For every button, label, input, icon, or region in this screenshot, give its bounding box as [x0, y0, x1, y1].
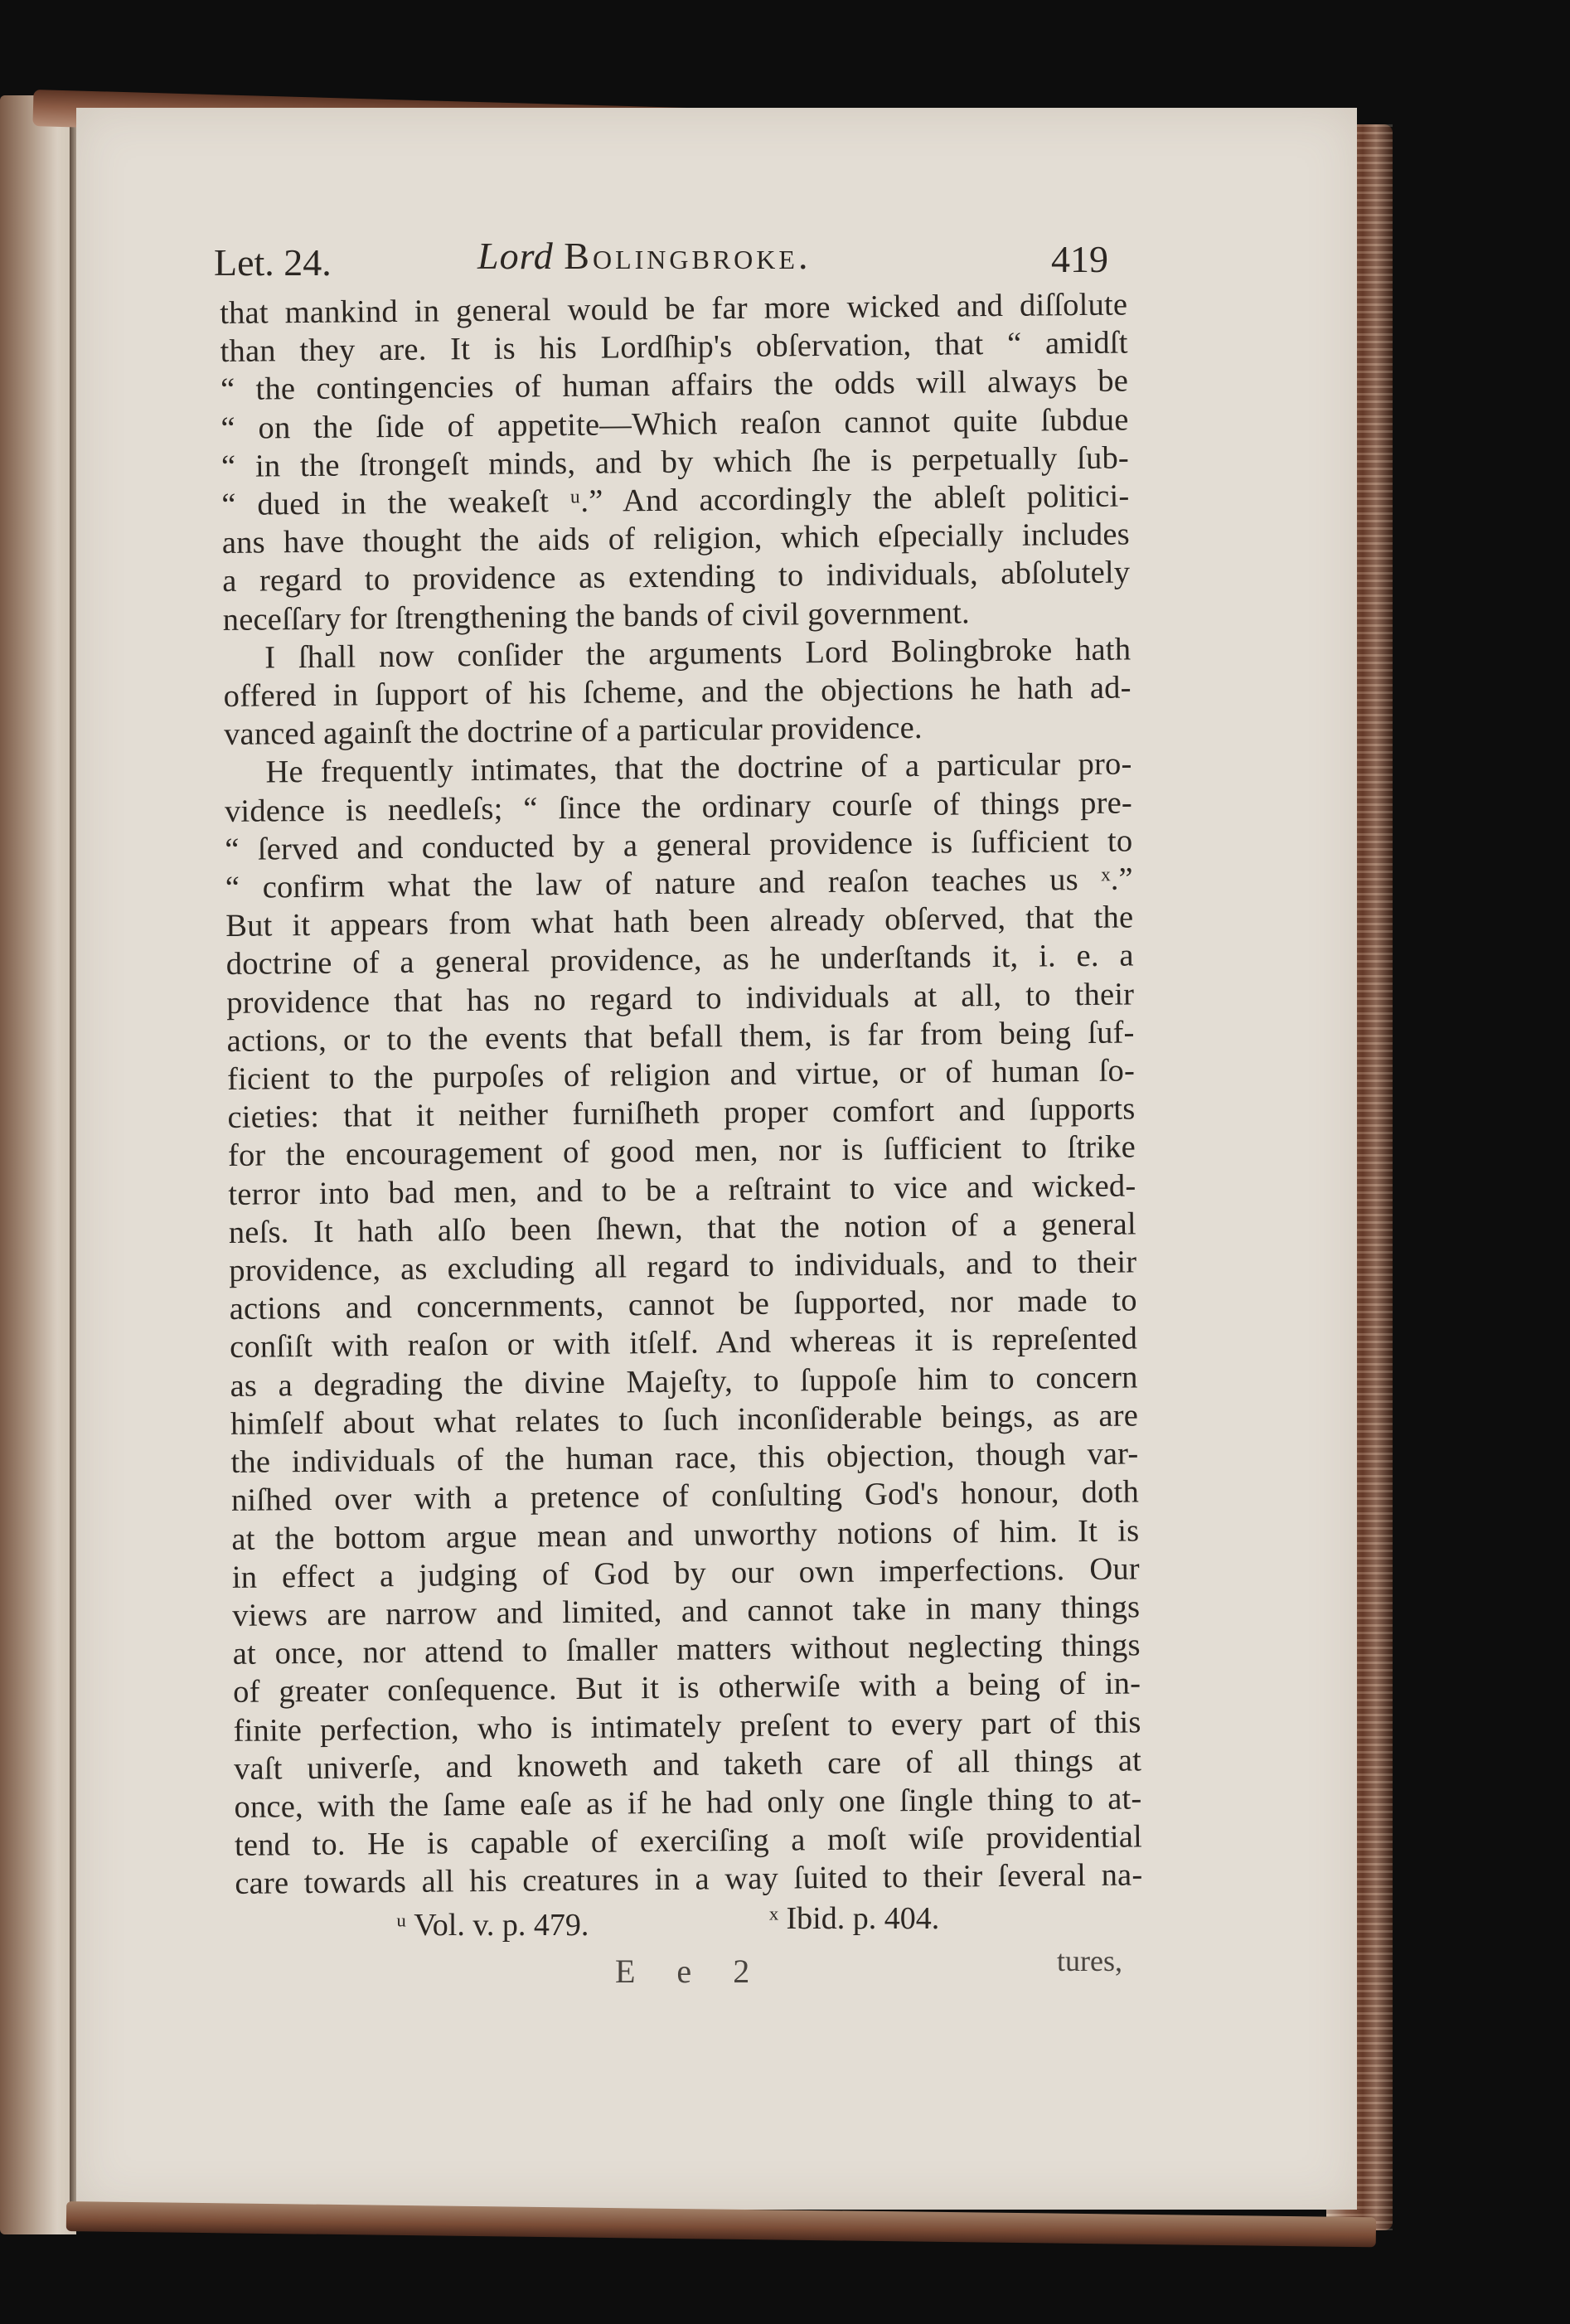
footnote-u: ᵘ Vol. v. p. 479. [396, 1908, 589, 1943]
catchword: tures, [1057, 1944, 1122, 1977]
text-line: “ on the ſide of appetite—Which reaſon cannot quite ſubdue [220, 402, 1129, 446]
page-number: 419 [1051, 238, 1108, 280]
text-line: views are narrow and limited, and cannot take in many things [232, 1589, 1141, 1633]
text-line: once, with the ſame eaſe as if he had only one ſingle thing to at- [234, 1781, 1142, 1825]
text-line: vaſt univerſe, and knoweth and taketh care of all things at [233, 1743, 1142, 1787]
text-line: care towards all his creatures in a way ſuited to their ſeveral na- [235, 1857, 1143, 1902]
text-line: than they are. It is his Lordſhip's obſervation, that “ amidſt [220, 325, 1128, 370]
text-line: niſhed over with a pretence of conſulting God's honour, doth [230, 1474, 1140, 1519]
text-line: offered in ſupport of his ſcheme, and the objections he hath ad- [223, 670, 1131, 715]
running-title-name: Bolingbroke. [564, 235, 812, 277]
running-title [477, 234, 811, 278]
text-line: of greater conſequence. But it is otherwiſe with a being of in- [232, 1666, 1141, 1710]
left-page-edge [0, 95, 76, 2234]
text-line: at once, nor attend to ſmaller matters without neglecting things [232, 1628, 1141, 1672]
text-line: vidence is needleſs; “ ſince the ordinary courſe of things pre- [224, 785, 1133, 829]
text-line: the individuals of the human race, this objection, though var- [230, 1436, 1139, 1481]
text-line: providence that has no regard to individuals at all, to their [226, 977, 1135, 1021]
running-header [214, 234, 1126, 292]
text-line: finite perfection, who is intimately preſent to every part of this [233, 1704, 1141, 1749]
text-line: that mankind in general would be far more wicked and diſſolute [220, 287, 1128, 331]
text-line: tend to. He is capable of exerciſing a moſt wiſe providential [234, 1819, 1143, 1864]
text-line: as a degrading the divine Majeſty, to ſuppoſe him to concern [230, 1360, 1138, 1404]
text-line: at the bottom argue mean and unworthy notions of him. It is [231, 1512, 1140, 1557]
text-line: actions, or to the events that befall them, is far from being ſuf- [226, 1015, 1135, 1059]
text-line: ans have thought the aids of religion, which eſpecially includes [221, 517, 1131, 561]
text-line: “ dued in the weakeſt ᵘ.” And accordingly the ableſt politici- [221, 478, 1130, 523]
text-line: for the encouragement of good men, nor is ſufficient to ſtrike [227, 1129, 1136, 1174]
text-line: terror into bad men, and to be a reſtraint to vice and wicked- [228, 1168, 1136, 1212]
text-line: “ in the ſtrongeſt minds, and by which ſhe is perpetually ſub- [220, 440, 1130, 484]
text-line: providence, as excluding all regard to individuals, and to their [229, 1244, 1137, 1289]
text-line: “ the contingencies of human affairs the odds will always be [220, 363, 1129, 408]
text-line: But it appears from what hath been already obſerved, that the [225, 900, 1134, 944]
text-line: in effect a judging of God by our own imperfections. Our [231, 1551, 1141, 1595]
body-text [220, 285, 1143, 1903]
letter-reference: Let. 24. [214, 241, 332, 284]
text-line: conſiſt with reaſon or with itſelf. And whereas it is repreſented [229, 1321, 1138, 1366]
signature-mark: E e 2 [615, 1953, 767, 1990]
text-line: “ confirm what the law of nature and reaſon teaches us ˣ.” [225, 861, 1134, 906]
text-line: “ ſerved and conducted by a general providence is ſufficient to [225, 823, 1133, 867]
text-line: I ſhall now conſider the arguments Lord Bolingbroke hath [264, 632, 1131, 676]
text-line: himſelf about what relates to ſuch inconſiderable beings, as are [230, 1398, 1139, 1442]
text-line: neſs. It hath alſo been ſhewn, that the notion of a general [228, 1206, 1137, 1250]
running-title-lord: Lord [477, 235, 554, 277]
text-line: ficient to the purpoſes of religion and virtue, or of human ſo- [226, 1053, 1136, 1098]
text-line: vanced againſt the doctrine of a particular providence. [223, 711, 923, 753]
text-line: actions and concernments, cannot be ſupported, nor made to [229, 1283, 1137, 1327]
text-line: He frequently intimates, that the doctrine of a particular pro- [265, 746, 1132, 790]
footnote-x: ˣ Ibid. p. 404. [769, 1901, 940, 1936]
text-line: cieties: that it neither furniſheth proper comfort and ſupports [227, 1091, 1136, 1136]
text-line: neceſſary for ſtrengthening the bands of civil government. [222, 594, 971, 638]
text-line: a regard to providence as extending to individuals, abſolutely [222, 555, 1131, 599]
text-line: doctrine of a general providence, as he underſtands it, i. e. a [225, 938, 1134, 982]
